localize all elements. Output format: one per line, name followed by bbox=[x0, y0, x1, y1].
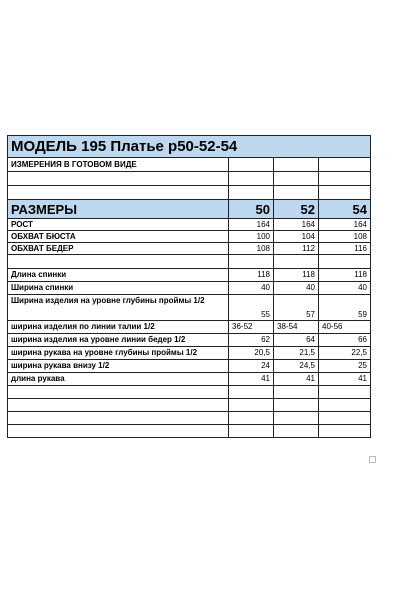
row-value: 40-56 bbox=[319, 321, 371, 334]
table-row bbox=[8, 231, 371, 243]
empty-cell bbox=[229, 186, 274, 200]
row-label: Длина спинки bbox=[8, 269, 229, 282]
row-label: ширина изделия на уровне линии бедер 1/2 bbox=[8, 334, 229, 347]
size-50: 50 bbox=[229, 200, 274, 219]
row-value: 21,5 bbox=[274, 347, 319, 360]
row-value: 25 bbox=[319, 360, 371, 373]
row-label: ОБХВАТ БЮСТА bbox=[8, 231, 229, 243]
row-value: 66 bbox=[319, 334, 371, 347]
empty-cell bbox=[8, 186, 229, 200]
empty-row bbox=[8, 172, 371, 186]
row-label: ширина рукава на уровне глубины проймы 1/2 bbox=[8, 347, 229, 360]
row-label: ширина изделия по линии талии 1/2 bbox=[8, 321, 229, 334]
row-value: 40 bbox=[229, 282, 274, 295]
empty-row bbox=[8, 255, 371, 269]
row-value: 118 bbox=[229, 269, 274, 282]
table-resize-handle[interactable] bbox=[369, 456, 376, 463]
row-value: 20,5 bbox=[229, 347, 274, 360]
row-value: 118 bbox=[319, 269, 371, 282]
empty-cell bbox=[274, 186, 319, 200]
row-value: 41 bbox=[229, 373, 274, 386]
empty-cell bbox=[8, 386, 229, 399]
empty-cell bbox=[8, 425, 229, 438]
model-title: МОДЕЛЬ 195 Платье р50-52-54 bbox=[8, 136, 371, 158]
sizes-label: РАЗМЕРЫ bbox=[8, 200, 229, 219]
empty-cell bbox=[319, 172, 371, 186]
empty-cell bbox=[8, 399, 229, 412]
empty-cell bbox=[274, 386, 319, 399]
empty-cell bbox=[229, 425, 274, 438]
empty-cell bbox=[319, 386, 371, 399]
row-value: 24 bbox=[229, 360, 274, 373]
empty-cell bbox=[229, 158, 274, 172]
empty-cell bbox=[319, 255, 371, 269]
row-value: 40 bbox=[274, 282, 319, 295]
empty-cell bbox=[319, 158, 371, 172]
empty-cell bbox=[229, 386, 274, 399]
row-value: 164 bbox=[229, 219, 274, 231]
row-value: 41 bbox=[274, 373, 319, 386]
row-label: длина рукава bbox=[8, 373, 229, 386]
empty-cell bbox=[319, 412, 371, 425]
row-value: 116 bbox=[319, 243, 371, 255]
empty-row bbox=[8, 412, 371, 425]
row-label: РОСТ bbox=[8, 219, 229, 231]
empty-row bbox=[8, 425, 371, 438]
empty-row bbox=[8, 386, 371, 399]
empty-cell bbox=[319, 186, 371, 200]
row-value: 40 bbox=[319, 282, 371, 295]
row-value: 38-54 bbox=[274, 321, 319, 334]
table-row bbox=[8, 347, 371, 360]
table-row bbox=[8, 269, 371, 282]
empty-cell bbox=[8, 255, 229, 269]
empty-cell bbox=[229, 399, 274, 412]
size-54: 54 bbox=[319, 200, 371, 219]
row-value: 55 bbox=[229, 295, 274, 321]
row-value: 100 bbox=[229, 231, 274, 243]
row-value: 112 bbox=[274, 243, 319, 255]
row-label: Ширина спинки bbox=[8, 282, 229, 295]
empty-cell bbox=[274, 158, 319, 172]
row-label: ОБХВАТ БЕДЕР bbox=[8, 243, 229, 255]
empty-cell bbox=[274, 255, 319, 269]
table-row bbox=[8, 321, 371, 334]
row-value: 164 bbox=[274, 219, 319, 231]
row-label: ширина рукава внизу 1/2 bbox=[8, 360, 229, 373]
row-value: 108 bbox=[229, 243, 274, 255]
empty-cell bbox=[319, 425, 371, 438]
row-value: 24,5 bbox=[274, 360, 319, 373]
subtitle-row bbox=[8, 158, 371, 172]
table-row bbox=[8, 219, 371, 231]
row-value: 164 bbox=[319, 219, 371, 231]
empty-cell bbox=[229, 172, 274, 186]
table-row bbox=[8, 295, 371, 321]
empty-cell bbox=[229, 255, 274, 269]
empty-cell bbox=[8, 412, 229, 425]
empty-row bbox=[8, 186, 371, 200]
size-52: 52 bbox=[274, 200, 319, 219]
row-value: 108 bbox=[319, 231, 371, 243]
row-label: Ширина изделия на уровне глубины проймы 1/2 bbox=[8, 295, 229, 321]
row-value: 64 bbox=[274, 334, 319, 347]
row-value: 36-52 bbox=[229, 321, 274, 334]
empty-cell bbox=[319, 399, 371, 412]
empty-cell bbox=[274, 412, 319, 425]
measurement-table bbox=[7, 135, 371, 438]
row-value: 59 bbox=[319, 295, 371, 321]
table-row bbox=[8, 373, 371, 386]
table-subtitle: ИЗМЕРЕНИЯ В ГОТОВОМ ВИДЕ bbox=[8, 158, 229, 172]
row-value: 22,5 bbox=[319, 347, 371, 360]
sizes-header-row bbox=[8, 200, 371, 219]
table-row bbox=[8, 360, 371, 373]
empty-cell bbox=[274, 172, 319, 186]
title-row bbox=[8, 136, 371, 158]
row-value: 41 bbox=[319, 373, 371, 386]
table-row bbox=[8, 243, 371, 255]
empty-row bbox=[8, 399, 371, 412]
row-value: 57 bbox=[274, 295, 319, 321]
table-row bbox=[8, 282, 371, 295]
table-row bbox=[8, 334, 371, 347]
row-value: 118 bbox=[274, 269, 319, 282]
row-value: 62 bbox=[229, 334, 274, 347]
empty-cell bbox=[229, 412, 274, 425]
empty-cell bbox=[274, 425, 319, 438]
empty-cell bbox=[8, 172, 229, 186]
empty-cell bbox=[274, 399, 319, 412]
row-value: 104 bbox=[274, 231, 319, 243]
